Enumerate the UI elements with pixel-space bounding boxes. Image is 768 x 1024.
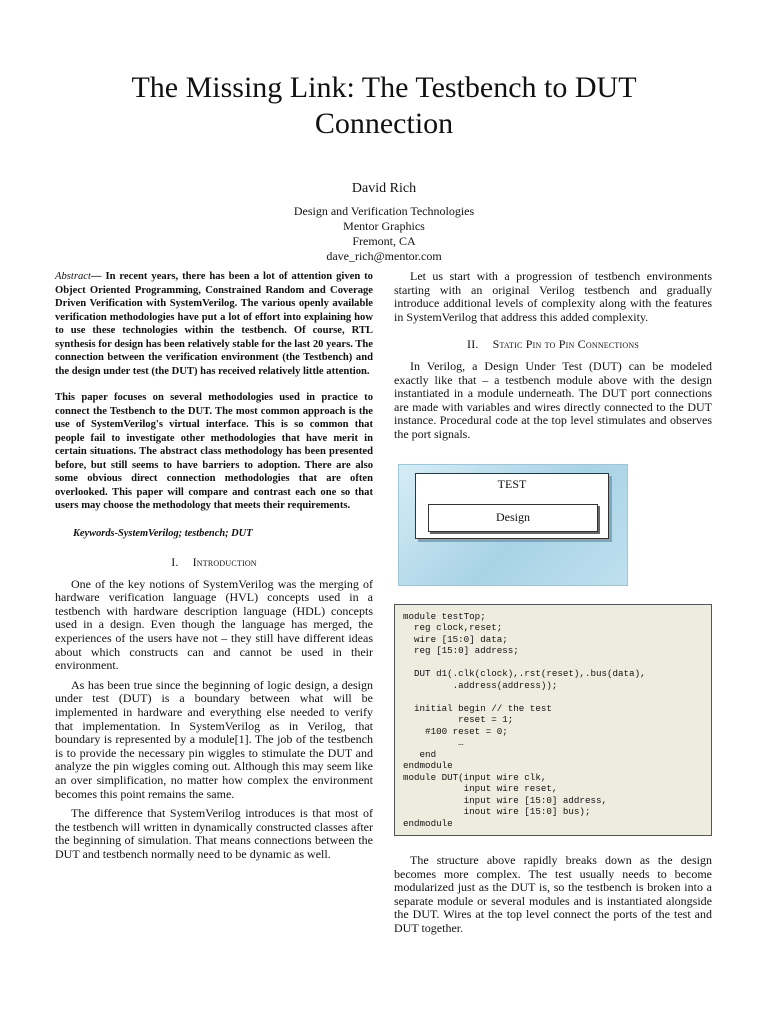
intro-paragraph-1: One of the key notions of SystemVerilog was the merging of hardware verification language (HVL) concepts used in a testbench with hardware description language (HDL) concepts used in a design. Even though the language has merged, the experiences of the users have not – they still have different ideas about which constructs can and cannot be used in their environment. (55, 576, 373, 673)
section-title: Static Pin to Pin Connections (492, 337, 639, 352)
right-intro-paragraph: Let us start with a progression of testbench environments starting with an original Verilog testbench and gradually introduce additional levels of complexity along with the features in SystemVerilog that address this added complexity. (394, 269, 712, 324)
author-company: Mentor Graphics (343, 219, 425, 233)
intro-paragraph-2: As has been true since the beginning of logic design, a design under test (DUT) is a boundary between what will be implemented in hardware and everything else needed to verify that implementation. In SystemVerilog as in Verilog, that boundary is represented by a module[1]. The job of the testbench is to provide the necessary pin wiggles to stimulate the DUT and analyze the pin wiggles coming out. Although this may seem like an over simplification, no matter how complex the environment becomes this point remains the same. (55, 677, 373, 801)
abstract-dash: — (90, 271, 106, 282)
abstract-paragraph-1 (55, 270, 373, 378)
code-listing: module testTop; reg clock,reset; wire [15:0] data; reg [15:0] address; DUT d1(.clk(clock),.rst(reset),.bus(data), .address(address)); initial begin // the test reset = 1; #100 reset = 0; … end endmodule module DUT(input wire clk, input wire reset, input wire [15:0] address, inout wire [15:0] bus); endmodule (394, 604, 712, 837)
design-box (428, 504, 598, 532)
section-number: I. (171, 555, 179, 570)
section-heading-introduction (55, 556, 373, 570)
author-email: dave_rich@mentor.com (326, 249, 442, 263)
right-column (394, 270, 712, 942)
author-org: Design and Verification Technologies (293, 204, 475, 218)
test-design-diagram (398, 464, 628, 586)
test-box (415, 473, 609, 539)
abstract-paragraph-2: This paper focuses on several methodologies used in practice to connect the Testbench to the DUT. The most common approach is the use of SystemVerilog's virtual interface. This is so common that people fail to investigate other methodologies that have merit in certain situations. The abstract class methodology has been presented before, but still seems to have barriers to adoption. There are also some obvious direct connection methodologies that are often overlooked. This paper will compare and contrast each one so that users may choose the methodology that meets their requirements. (55, 392, 373, 511)
section-number: II. (467, 337, 479, 352)
abstract-text-1: In recent years, there has been a lot of attention given to Object Oriented Programming, Constrained Random and Coverage Driven Verification with SystemVerilog. The various openly available verification methodologies have put a lot of effort into explaining how to use these technologies within the testbench. Of course, RTL synthesis for design has been relatively stable for the last 20 years. The connection between the verification environment (the Testbench) and the design under test (the DUT) has received relatively little attention. (55, 271, 373, 377)
right-outro-paragraph: The structure above rapidly breaks down as the design becomes more complex. The test usually needs to become modularized just as the DUT is, so the testbench is broken into a separate module or several modules and is instantiated alongside the DUT. Wires at the top level connect the ports of the test and DUT together. (394, 853, 712, 935)
section-title: Introduction (192, 555, 257, 570)
author-name: David Rich (351, 181, 417, 196)
keywords: Keywords-SystemVerilog; testbench; DUT (73, 527, 253, 539)
abstract-lead: Abstract (55, 271, 91, 282)
design-label: Design (496, 509, 530, 524)
title-line-2: Connection (314, 107, 454, 140)
static-pin-paragraph: In Verilog, a Design Under Test (DUT) can be modeled exactly like that – a testbench module above with the design instantiated in a module underneath. The DUT port connections are made with variables and wires directly connected to the DUT instance. Procedural code at the top level stimulates and observes the port signals. (394, 358, 712, 441)
section-heading-static-pin (394, 338, 712, 352)
author-location: Fremont, CA (352, 234, 416, 248)
author-block (184, 180, 584, 264)
paper-title (60, 70, 708, 142)
intro-paragraph-3: The difference that SystemVerilog introduces is that most of the testbench will written in dynamically constructed classes after the beginning of simulation. That means connections between the DUT and testbench normally need to be dynamic as well. (55, 806, 373, 861)
title-line-1: The Missing Link: The Testbench to DUT (131, 71, 637, 104)
left-column (55, 270, 373, 868)
test-label: TEST (497, 476, 527, 491)
